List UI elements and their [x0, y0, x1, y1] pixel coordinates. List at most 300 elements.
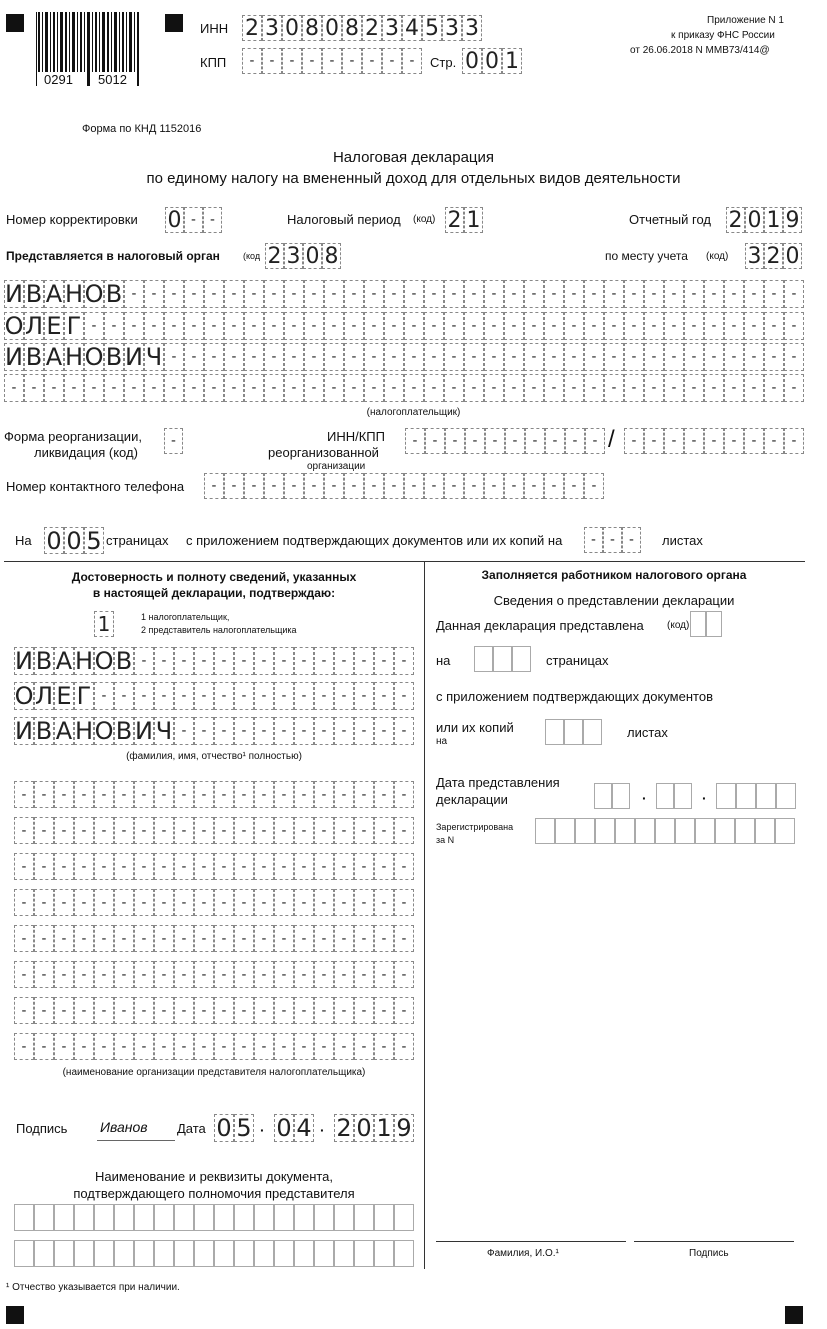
char-cell: - [194, 1033, 214, 1060]
char-cell: - [342, 48, 362, 74]
char-cell: - [74, 961, 94, 988]
char-cell: 2 [764, 243, 783, 269]
char-cell [756, 783, 776, 809]
char-cell: - [374, 817, 394, 844]
char-cell: - [724, 280, 744, 308]
char-cell: В [35, 717, 53, 745]
char-cell: - [194, 997, 214, 1024]
char-cell: - [264, 280, 284, 308]
office-date-year-field [716, 783, 796, 809]
char-cell: - [194, 889, 214, 916]
char-cell: - [154, 853, 174, 880]
phone-field [204, 473, 604, 499]
kpp-field [242, 48, 422, 74]
char-cell: - [154, 889, 174, 916]
char-cell: - [94, 817, 114, 844]
char-cell: 1 [374, 1114, 394, 1142]
org-name-row-6 [14, 961, 414, 988]
registration-number-field [535, 818, 795, 844]
char-cell: - [14, 925, 34, 952]
char-cell: - [564, 280, 584, 308]
char-cell: - [4, 374, 24, 402]
char-cell: - [324, 374, 344, 402]
char-cell: - [485, 428, 505, 454]
char-cell: - [234, 997, 254, 1024]
char-cell [474, 646, 493, 672]
pages-on-label: На [15, 533, 32, 548]
char-cell [154, 1204, 174, 1231]
char-cell [314, 1240, 334, 1267]
char-cell: - [374, 997, 394, 1024]
char-cell: 2 [242, 15, 262, 41]
char-cell: 2 [445, 207, 464, 233]
char-cell: - [194, 961, 214, 988]
char-cell: - [344, 374, 364, 402]
corner-marker-top-center [165, 14, 183, 32]
char-cell: - [234, 925, 254, 952]
char-cell: О [14, 682, 34, 710]
char-cell: - [214, 925, 234, 952]
char-cell: - [524, 312, 544, 340]
char-cell: - [54, 997, 74, 1024]
org-name-row-7 [14, 997, 414, 1024]
char-cell: - [34, 781, 54, 808]
char-cell [493, 646, 512, 672]
office-date-sep-1: · [642, 790, 647, 806]
char-cell: - [684, 343, 704, 371]
date-day-field [214, 1114, 254, 1142]
char-cell: - [603, 527, 622, 553]
char-cell: - [134, 925, 154, 952]
char-cell: - [34, 853, 54, 880]
char-cell: 8 [342, 15, 362, 41]
char-cell: - [402, 48, 422, 74]
char-cell: - [234, 853, 254, 880]
char-cell: - [384, 280, 404, 308]
char-cell: - [174, 961, 194, 988]
char-cell: - [264, 374, 284, 402]
char-cell: В [25, 280, 43, 308]
char-cell [564, 719, 583, 745]
char-cell: - [504, 473, 524, 499]
char-cell: - [144, 280, 164, 308]
char-cell: - [134, 817, 154, 844]
char-cell: - [194, 925, 214, 952]
char-cell: - [624, 428, 644, 454]
char-cell: - [484, 473, 504, 499]
presented-label: Данная декларация представлена [436, 618, 644, 633]
char-cell: - [14, 1033, 34, 1060]
char-cell: - [34, 997, 54, 1024]
taxpayer-caption: (налогоплательщик) [366, 407, 461, 418]
barcode [36, 12, 146, 88]
char-cell: - [164, 374, 184, 402]
char-cell: - [184, 374, 204, 402]
char-cell: - [284, 473, 304, 499]
char-cell [194, 1240, 214, 1267]
char-cell: - [334, 961, 354, 988]
char-cell: Е [44, 312, 64, 340]
char-cell: - [314, 647, 334, 675]
doc-row-1 [14, 1204, 414, 1231]
place-of-registration-field [745, 243, 802, 269]
char-cell: 0 [64, 527, 84, 554]
char-cell: - [545, 428, 565, 454]
char-cell [615, 818, 635, 844]
char-cell: - [304, 312, 324, 340]
char-cell: - [664, 343, 684, 371]
office-sheets-label: листах [627, 725, 668, 740]
char-cell: - [184, 312, 204, 340]
char-cell: - [294, 1033, 314, 1060]
page-number-field [462, 48, 522, 74]
tax-period-field [445, 207, 483, 233]
char-cell: - [174, 717, 194, 745]
char-cell: - [334, 781, 354, 808]
char-cell: - [404, 473, 424, 499]
char-cell: - [114, 853, 134, 880]
char-cell: - [54, 1033, 74, 1060]
char-cell [94, 1204, 114, 1231]
char-cell: - [314, 889, 334, 916]
char-cell: - [274, 853, 294, 880]
char-cell [583, 719, 602, 745]
char-cell: 4 [294, 1114, 314, 1142]
char-cell: - [484, 343, 504, 371]
char-cell: И [5, 343, 23, 371]
char-cell [575, 818, 595, 844]
char-cell: - [334, 647, 354, 675]
char-cell: - [784, 343, 804, 371]
char-cell: - [154, 1033, 174, 1060]
appendix-line-1: Приложение N 1 [707, 15, 784, 26]
org-name-row-4 [14, 889, 414, 916]
char-cell: А [55, 647, 73, 675]
char-cell: - [34, 925, 54, 952]
char-cell: - [394, 817, 414, 844]
char-cell [776, 783, 796, 809]
char-cell: - [54, 781, 74, 808]
char-cell: - [464, 280, 484, 308]
char-cell: - [784, 312, 804, 340]
char-cell: О [84, 343, 104, 371]
char-cell: - [214, 781, 234, 808]
char-cell: - [314, 961, 334, 988]
char-cell: - [314, 853, 334, 880]
char-cell: - [174, 1033, 194, 1060]
char-cell: - [405, 428, 425, 454]
char-cell: - [344, 312, 364, 340]
char-cell [374, 1240, 394, 1267]
char-cell: Г [64, 312, 84, 340]
char-cell: - [114, 889, 134, 916]
office-sheets-field [545, 719, 602, 745]
char-cell [294, 1240, 314, 1267]
char-cell: - [334, 817, 354, 844]
char-cell: 0 [274, 1114, 294, 1142]
char-cell: В [105, 343, 123, 371]
char-cell: - [394, 647, 414, 675]
char-cell: - [384, 343, 404, 371]
form-title: Налоговая декларация [332, 149, 495, 166]
char-cell: - [444, 473, 464, 499]
char-cell: - [94, 853, 114, 880]
office-heading: Заполняется работником налогового органа [481, 568, 747, 582]
char-cell: - [264, 312, 284, 340]
char-cell: - [174, 997, 194, 1024]
char-cell: - [114, 682, 134, 710]
char-cell: - [334, 889, 354, 916]
char-cell: - [144, 312, 164, 340]
char-cell: - [544, 343, 564, 371]
char-cell: - [54, 853, 74, 880]
char-cell [595, 818, 615, 844]
place-code-hint: (код) [706, 251, 729, 262]
char-cell: - [544, 312, 564, 340]
reorg-inn-label-2: реорганизованной [268, 445, 379, 460]
char-cell: Л [34, 682, 54, 710]
char-cell: - [174, 889, 194, 916]
char-cell: - [624, 312, 644, 340]
char-cell: - [374, 717, 394, 745]
char-cell: - [224, 343, 244, 371]
char-cell: - [304, 343, 324, 371]
char-cell: - [374, 647, 394, 675]
char-cell: - [94, 682, 114, 710]
char-cell: - [504, 280, 524, 308]
char-cell: - [744, 343, 764, 371]
char-cell: - [244, 312, 264, 340]
char-cell: - [54, 817, 74, 844]
char-cell: - [184, 280, 204, 308]
char-cell: - [254, 889, 274, 916]
corner-marker-top-left [6, 14, 24, 32]
office-sign-line [634, 1241, 794, 1242]
char-cell: Н [64, 280, 84, 308]
char-cell: - [322, 48, 342, 74]
char-cell: 0 [462, 48, 482, 74]
char-cell: - [604, 343, 624, 371]
date-month-field [274, 1114, 314, 1142]
char-cell: - [94, 961, 114, 988]
char-cell: - [314, 817, 334, 844]
char-cell: В [115, 647, 133, 675]
char-cell: - [384, 473, 404, 499]
char-cell: - [74, 889, 94, 916]
char-cell [194, 1204, 214, 1231]
char-cell: - [324, 473, 344, 499]
confirm-heading-2: в настоящей декларации, подтверждаю: [92, 586, 336, 600]
taxpayer-last-name-field [4, 280, 804, 308]
taxpayer-extra-name-field [4, 374, 804, 402]
org-name-row-1 [14, 781, 414, 808]
char-cell: - [104, 374, 124, 402]
char-cell: - [784, 428, 804, 454]
char-cell: - [364, 374, 384, 402]
char-cell: - [234, 817, 254, 844]
char-cell: - [184, 343, 204, 371]
char-cell [612, 783, 630, 809]
char-cell: - [394, 682, 414, 710]
char-cell: - [354, 925, 374, 952]
char-cell: 3 [745, 243, 764, 269]
char-cell: 2 [726, 207, 745, 233]
char-cell: - [784, 374, 804, 402]
char-cell: - [194, 717, 214, 745]
presented-code-hint: (код) [667, 620, 690, 631]
char-cell: - [584, 312, 604, 340]
char-cell: - [644, 343, 664, 371]
char-cell: 3 [382, 15, 402, 41]
char-cell: - [564, 343, 584, 371]
char-cell: - [124, 374, 144, 402]
char-cell: - [34, 817, 54, 844]
char-cell: - [304, 374, 324, 402]
char-cell: - [354, 853, 374, 880]
char-cell: В [105, 280, 123, 308]
char-cell: - [564, 473, 584, 499]
char-cell: - [244, 473, 264, 499]
char-cell: - [504, 343, 524, 371]
char-cell [775, 818, 795, 844]
page-label: Стр. [430, 55, 457, 70]
char-cell: - [314, 717, 334, 745]
char-cell [545, 719, 564, 745]
office-on-label: на [436, 653, 451, 668]
signer-first-name-field [14, 682, 414, 710]
char-cell [394, 1204, 414, 1231]
char-cell: - [622, 527, 641, 553]
attachment-text: с приложением подтверждающих документов или их копий на [186, 533, 563, 548]
char-cell [555, 818, 575, 844]
char-cell: - [134, 781, 154, 808]
char-cell: - [74, 853, 94, 880]
char-cell: - [524, 473, 544, 499]
char-cell: 2 [265, 243, 284, 269]
org-name-row-5 [14, 925, 414, 952]
char-cell: 1 [464, 207, 483, 233]
char-cell: - [544, 473, 564, 499]
char-cell: - [262, 48, 282, 74]
char-cell: - [74, 817, 94, 844]
char-cell: - [164, 280, 184, 308]
char-cell: - [284, 343, 304, 371]
char-cell: - [214, 647, 234, 675]
char-cell: - [565, 428, 585, 454]
char-cell: - [154, 781, 174, 808]
char-cell: А [45, 343, 63, 371]
char-cell [755, 818, 775, 844]
char-cell: - [294, 817, 314, 844]
char-cell [34, 1240, 54, 1267]
char-cell [234, 1240, 254, 1267]
char-cell: - [84, 374, 104, 402]
char-cell: - [282, 48, 302, 74]
char-cell: - [134, 961, 154, 988]
char-cell: - [465, 428, 485, 454]
char-cell: - [324, 280, 344, 308]
char-cell: - [174, 853, 194, 880]
char-cell: - [214, 997, 234, 1024]
date-year-field [334, 1114, 414, 1142]
char-cell [54, 1240, 74, 1267]
char-cell: И [15, 647, 33, 675]
char-cell [735, 818, 755, 844]
char-cell: - [464, 343, 484, 371]
char-cell: - [294, 961, 314, 988]
char-cell: - [254, 853, 274, 880]
char-cell: - [14, 961, 34, 988]
char-cell: 5 [422, 15, 442, 41]
char-cell: - [274, 781, 294, 808]
char-cell: - [214, 817, 234, 844]
char-cell: 0 [214, 1114, 234, 1142]
char-cell [374, 1204, 394, 1231]
char-cell: - [242, 48, 262, 74]
char-cell: - [524, 280, 544, 308]
kpp-label: КПП [200, 55, 227, 70]
char-cell: - [214, 1033, 234, 1060]
char-cell: - [334, 717, 354, 745]
char-cell: - [114, 817, 134, 844]
char-cell: - [764, 280, 784, 308]
office-subheading: Сведения о представлении декларации [493, 593, 735, 608]
char-cell: - [394, 925, 414, 952]
reorg-inn-label-1: ИНН/КПП [327, 429, 385, 444]
char-cell: - [334, 682, 354, 710]
signature-label: Подпись [16, 1121, 68, 1136]
char-cell [174, 1204, 194, 1231]
office-sign-caption: Подпись [689, 1248, 729, 1259]
char-cell [706, 611, 722, 637]
char-cell: - [134, 997, 154, 1024]
char-cell: 0 [783, 243, 802, 269]
char-cell: - [724, 343, 744, 371]
char-cell: - [14, 817, 34, 844]
char-cell: 8 [302, 15, 322, 41]
char-cell: - [203, 207, 222, 233]
char-cell: - [124, 280, 144, 308]
char-cell [656, 783, 674, 809]
signer-last-name-field [14, 647, 414, 675]
char-cell: - [704, 374, 724, 402]
char-cell: 5 [84, 527, 104, 554]
char-cell: - [354, 889, 374, 916]
char-cell: - [484, 374, 504, 402]
char-cell: - [584, 374, 604, 402]
char-cell: 0 [482, 48, 502, 74]
char-cell: - [585, 428, 605, 454]
registered-label-2: за N [436, 835, 455, 845]
char-cell: - [74, 925, 94, 952]
char-cell: - [624, 374, 644, 402]
pages-count-field [44, 527, 104, 554]
char-cell: - [464, 374, 484, 402]
char-cell [736, 783, 756, 809]
char-cell [716, 783, 736, 809]
char-cell [394, 1240, 414, 1267]
char-cell: - [382, 48, 402, 74]
char-cell: - [334, 925, 354, 952]
char-cell: - [424, 473, 444, 499]
char-cell: - [302, 48, 322, 74]
char-cell: - [444, 312, 464, 340]
char-cell [594, 783, 612, 809]
char-cell: - [744, 280, 764, 308]
char-cell: - [394, 961, 414, 988]
char-cell: - [284, 374, 304, 402]
authority-code-hint: (код [243, 251, 261, 261]
